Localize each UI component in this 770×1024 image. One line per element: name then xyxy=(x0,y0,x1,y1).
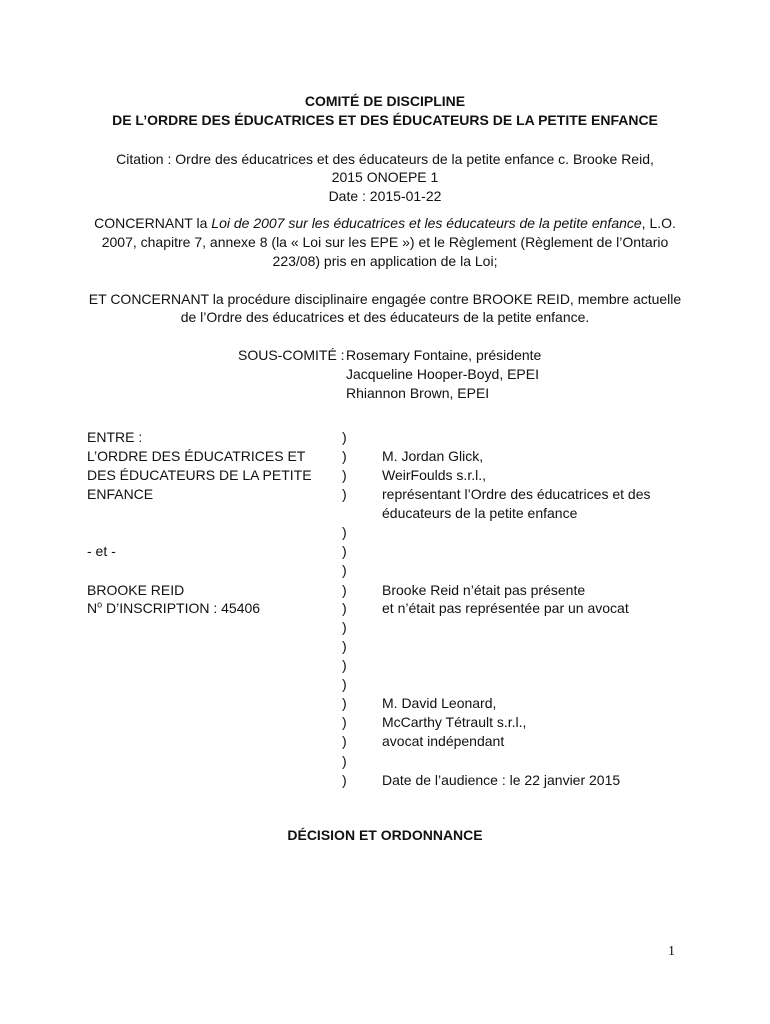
member-counsel-line: Brooke Reid n’était pas présente xyxy=(382,582,586,598)
paren: ) xyxy=(342,772,347,788)
et-concernant-line2: de l’Ordre des éducatrices et des éducateurs de la petite enfance. xyxy=(180,309,590,325)
paren: ) xyxy=(342,524,347,540)
sous-comite-member: Jacqueline Hooper-Boyd, EPEI xyxy=(346,366,539,382)
ordre-counsel-line: représentant l’Ordre des éducatrices et des xyxy=(382,486,651,502)
decision-date: Date : 2015-01-22 xyxy=(328,188,442,204)
party-ordre-line: L’ORDRE DES ÉDUCATRICES ET xyxy=(87,448,306,464)
et-separator: - et - xyxy=(87,543,116,559)
citation-number: 2015 ONOEPE 1 xyxy=(331,169,439,185)
paren: ) xyxy=(342,448,347,464)
party-ordre-line: ENFANCE xyxy=(87,486,154,502)
paren: ) xyxy=(342,600,347,616)
paren: ) xyxy=(342,695,347,711)
paren: ) xyxy=(342,753,347,769)
ordre-counsel-line: WeirFoulds s.r.l., xyxy=(382,467,486,483)
sous-comite-member: Rosemary Fontaine, présidente xyxy=(346,347,542,363)
entre-label: ENTRE : xyxy=(87,429,143,445)
inscription-number: $N^o$ D’INSCRIPTION : 45406 xyxy=(87,599,261,616)
paren: ) xyxy=(342,657,347,673)
hearing-date: Date de l’audience : le 22 janvier 2015 xyxy=(382,772,621,788)
paren: ) xyxy=(342,543,347,559)
independent-counsel-line: avocat indépendant xyxy=(382,733,505,749)
paren: ) xyxy=(342,429,347,445)
citation-line: Citation : Ordre des éducatrices et des éducateurs de la petite enfance c. Brooke Reid, xyxy=(116,151,654,167)
paren: ) xyxy=(342,714,347,730)
concernant-line3: 223/08) pris en application de la Loi; xyxy=(272,253,498,269)
paren: ) xyxy=(342,619,347,635)
paren: ) xyxy=(342,733,347,749)
ordre-counsel-line: M. Jordan Glick, xyxy=(382,448,484,464)
paren: ) xyxy=(342,638,347,654)
concernant-line1 xyxy=(0,214,770,232)
page-number: 1 xyxy=(668,944,675,959)
concernant-line2: 2007, chapitre 7, annexe 8 (la « Loi sur les EPE ») et le Règlement (Règlement de l’Ontario xyxy=(101,234,669,250)
concernant-suffix: , L.O. xyxy=(641,215,676,231)
et-concernant-line1: ET CONCERNANT la procédure disciplinaire engagée contre BROOKE REID, membre actuelle xyxy=(88,291,682,307)
order-title: DE L’ORDRE DES ÉDUCATRICES ET DES ÉDUCATEURS DE LA PETITE ENFANCE xyxy=(112,112,658,128)
concernant-prefix: CONCERNANT la xyxy=(94,215,212,231)
member-counsel-line: et n’était pas représentée par un avocat xyxy=(382,600,629,616)
paren: ) xyxy=(342,582,347,598)
paren: ) xyxy=(342,467,347,483)
committee-title: COMITÉ DE DISCIPLINE xyxy=(304,93,466,109)
paren: ) xyxy=(342,562,347,578)
independent-counsel-line: M. David Leonard, xyxy=(382,695,497,711)
ordre-counsel-line: éducateurs de la petite enfance xyxy=(382,505,578,521)
independent-counsel-line: McCarthy Tétrault s.r.l., xyxy=(382,714,527,730)
law-title: Loi de 2007 sur les éducatrices et les éducateurs de la petite enfance xyxy=(211,215,642,231)
paren: ) xyxy=(342,486,347,502)
party-ordre-line: DES ÉDUCATEURS DE LA PETITE xyxy=(87,467,312,483)
paren: ) xyxy=(342,676,347,692)
decision-title: DÉCISION ET ORDONNANCE xyxy=(287,827,483,843)
sous-comite-member: Rhiannon Brown, EPEI xyxy=(346,385,490,401)
sous-comite-label: SOUS-COMITÉ : xyxy=(238,347,345,363)
member-name: BROOKE REID xyxy=(87,582,185,598)
